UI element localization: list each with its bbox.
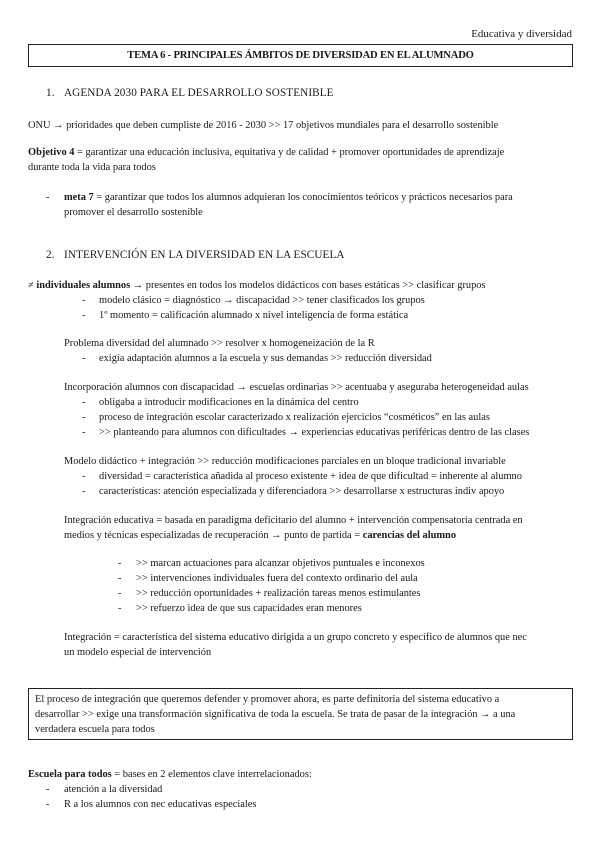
meta-line-1 — [64, 191, 513, 205]
integracion-item: >> refuerzo idea de que sus capacidades eran menores — [136, 603, 362, 614]
integracion-educativa-line-2 — [64, 529, 456, 543]
section-2-heading: INTERVENCIÓN EN LA DIVERSIDAD EN LA ESCUELA — [64, 249, 345, 261]
box-line: El proceso de integración que queremos defender y promover ahora, es parte definitoria del sistema educativo a — [35, 694, 500, 705]
bullet-dash: - — [82, 486, 86, 497]
section-1-number: 1. — [46, 87, 55, 99]
individuales-line — [28, 279, 486, 293]
section-1-heading: AGENDA 2030 PARA EL DESARROLLO SOSTENIBLE — [64, 87, 334, 99]
escuela-text: = bases en 2 elementos clave interrelacionados: — [111, 769, 312, 780]
bullet-dash: - — [82, 353, 86, 364]
meta-line-2: promover el desarrollo sosteníble — [64, 207, 203, 218]
integracion-item: >> marcan actuaciones para alcanzar objetivos puntuales e inconexos — [136, 558, 425, 569]
integracion-educativa-line-1: Integración educativa = basada en paradigma deficitario del alumno + intervención compensatoria centrada en — [64, 515, 523, 526]
bullet-dash: - — [46, 192, 50, 203]
objetivo-text: = garantizar una educación inclusiva, equitativa y de calidad + promover oportunidades de aprendizaje — [74, 147, 505, 158]
onu-line: ONU → prioridades que deben cumpliste de 2016 - 2030 >> 17 objetivos mundiales para el desarrollo sostenible — [28, 120, 499, 131]
page-title: TEMA 6 - PRINCIPALES ÁMBITOS DE DIVERSIDAD EN EL ALUMNADO — [28, 44, 573, 67]
bullet-dash: - — [46, 784, 50, 795]
individuales-item: modelo clásico = diagnóstico → discapacidad >> tener clasificados los grupos — [99, 295, 425, 306]
bullet-dash: - — [46, 799, 50, 810]
individuales-text: → presentes en todos los modelos didácticos con bases estáticas >> clasificar grupos — [130, 280, 486, 291]
incorporacion-item: >> planteando para alumnos con dificultades → experiencias educativas periféricas dentro de las clases — [99, 427, 530, 438]
section-2-number: 2. — [46, 249, 55, 261]
bullet-dash: - — [82, 471, 86, 482]
modelo-line: Modelo didáctico + integración >> reducción modificaciones parciales en un bloque tradicional invariable — [64, 456, 506, 467]
highlighted-paragraph-box — [28, 688, 573, 740]
incorporacion-line: Incorporación alumnos con discapacidad → escuelas ordinarias >> acentuaba y aseguraba heterogeneidad aulas — [64, 382, 529, 393]
bullet-dash: - — [82, 397, 86, 408]
meta-text: = garantizar que todos los alumnos adquieran los conocimientos teóricos y prácticos necesarios para — [93, 192, 513, 203]
incorporacion-item: proceso de integración escolar caracterizado x realización ejercicios “cosméticos” en las aulas — [99, 412, 490, 423]
bullet-dash: - — [118, 573, 122, 584]
modelo-item: diversidad = característica añadida al proceso existente + idea de que dificultad = inherente al alumno — [99, 471, 522, 482]
bullet-dash: - — [118, 558, 122, 569]
integracion-definicion-line-1: Integración = característica del sistema educativo dirigida a un grupo concreto y específico de alumnos que nec — [64, 632, 527, 643]
bullet-dash: - — [118, 603, 122, 614]
document-header-subject: Educativa y diversidad — [471, 28, 572, 40]
bullet-dash: - — [82, 310, 86, 321]
individuales-item: 1º momento = calificación alumnado x nivel inteligencia de forma estática — [99, 310, 409, 321]
box-line: verdadera escuela para todos — [35, 723, 155, 735]
integracion-definicion-line-2: un modelo especial de intervención — [64, 647, 212, 658]
escuela-item: R a los alumnos con nec educativas especiales — [64, 799, 257, 810]
problema-line: Problema diversidad del alumnado >> resolver x homogeneización de la R — [64, 338, 375, 349]
bullet-dash: - — [82, 295, 86, 306]
bullet-dash: - — [118, 588, 122, 599]
incorporacion-item: obligaba a introducir modificaciones en la dinámica del centro — [99, 397, 359, 408]
escuela-label: Escuela para todos — [28, 769, 112, 780]
individuales-label: individuales alumnos — [36, 280, 131, 291]
bullet-dash: - — [82, 427, 86, 438]
modelo-item: características: atención especializada y diferenciadora >> desarrollarse x estructuras indiv apoyo — [99, 486, 505, 497]
carencias-alumno: carencias del alumno — [362, 530, 457, 541]
escuela-line — [28, 768, 312, 782]
problema-item: exigía adaptación alumnos a la escuela y sus demandas >> reducción diversidad — [99, 353, 432, 364]
not-equal-sign: ≠ — [28, 280, 37, 291]
objetivo-line-2: durante toda la vida para todos — [28, 162, 156, 173]
escuela-item: atención a la diversidad — [64, 784, 163, 795]
box-line: desarrollar >> exige una transformación significativa de toda la escuela. Se trata de pasar de la integración → a una — [35, 708, 516, 720]
objetivo-line-1 — [28, 146, 504, 160]
integracion-item: >> reducción oportunidades + realización tareas menos estimulantes — [136, 588, 421, 599]
integracion-item: >> intervenciones individuales fuera del contexto ordinario del aula — [136, 573, 418, 584]
integracion-educativa-text: medios y técnicas especializadas de recuperación → punto de partida = — [64, 530, 363, 541]
objetivo-label: Objetivo 4 — [28, 147, 75, 158]
bullet-dash: - — [82, 412, 86, 423]
meta-label: meta 7 — [64, 192, 94, 203]
